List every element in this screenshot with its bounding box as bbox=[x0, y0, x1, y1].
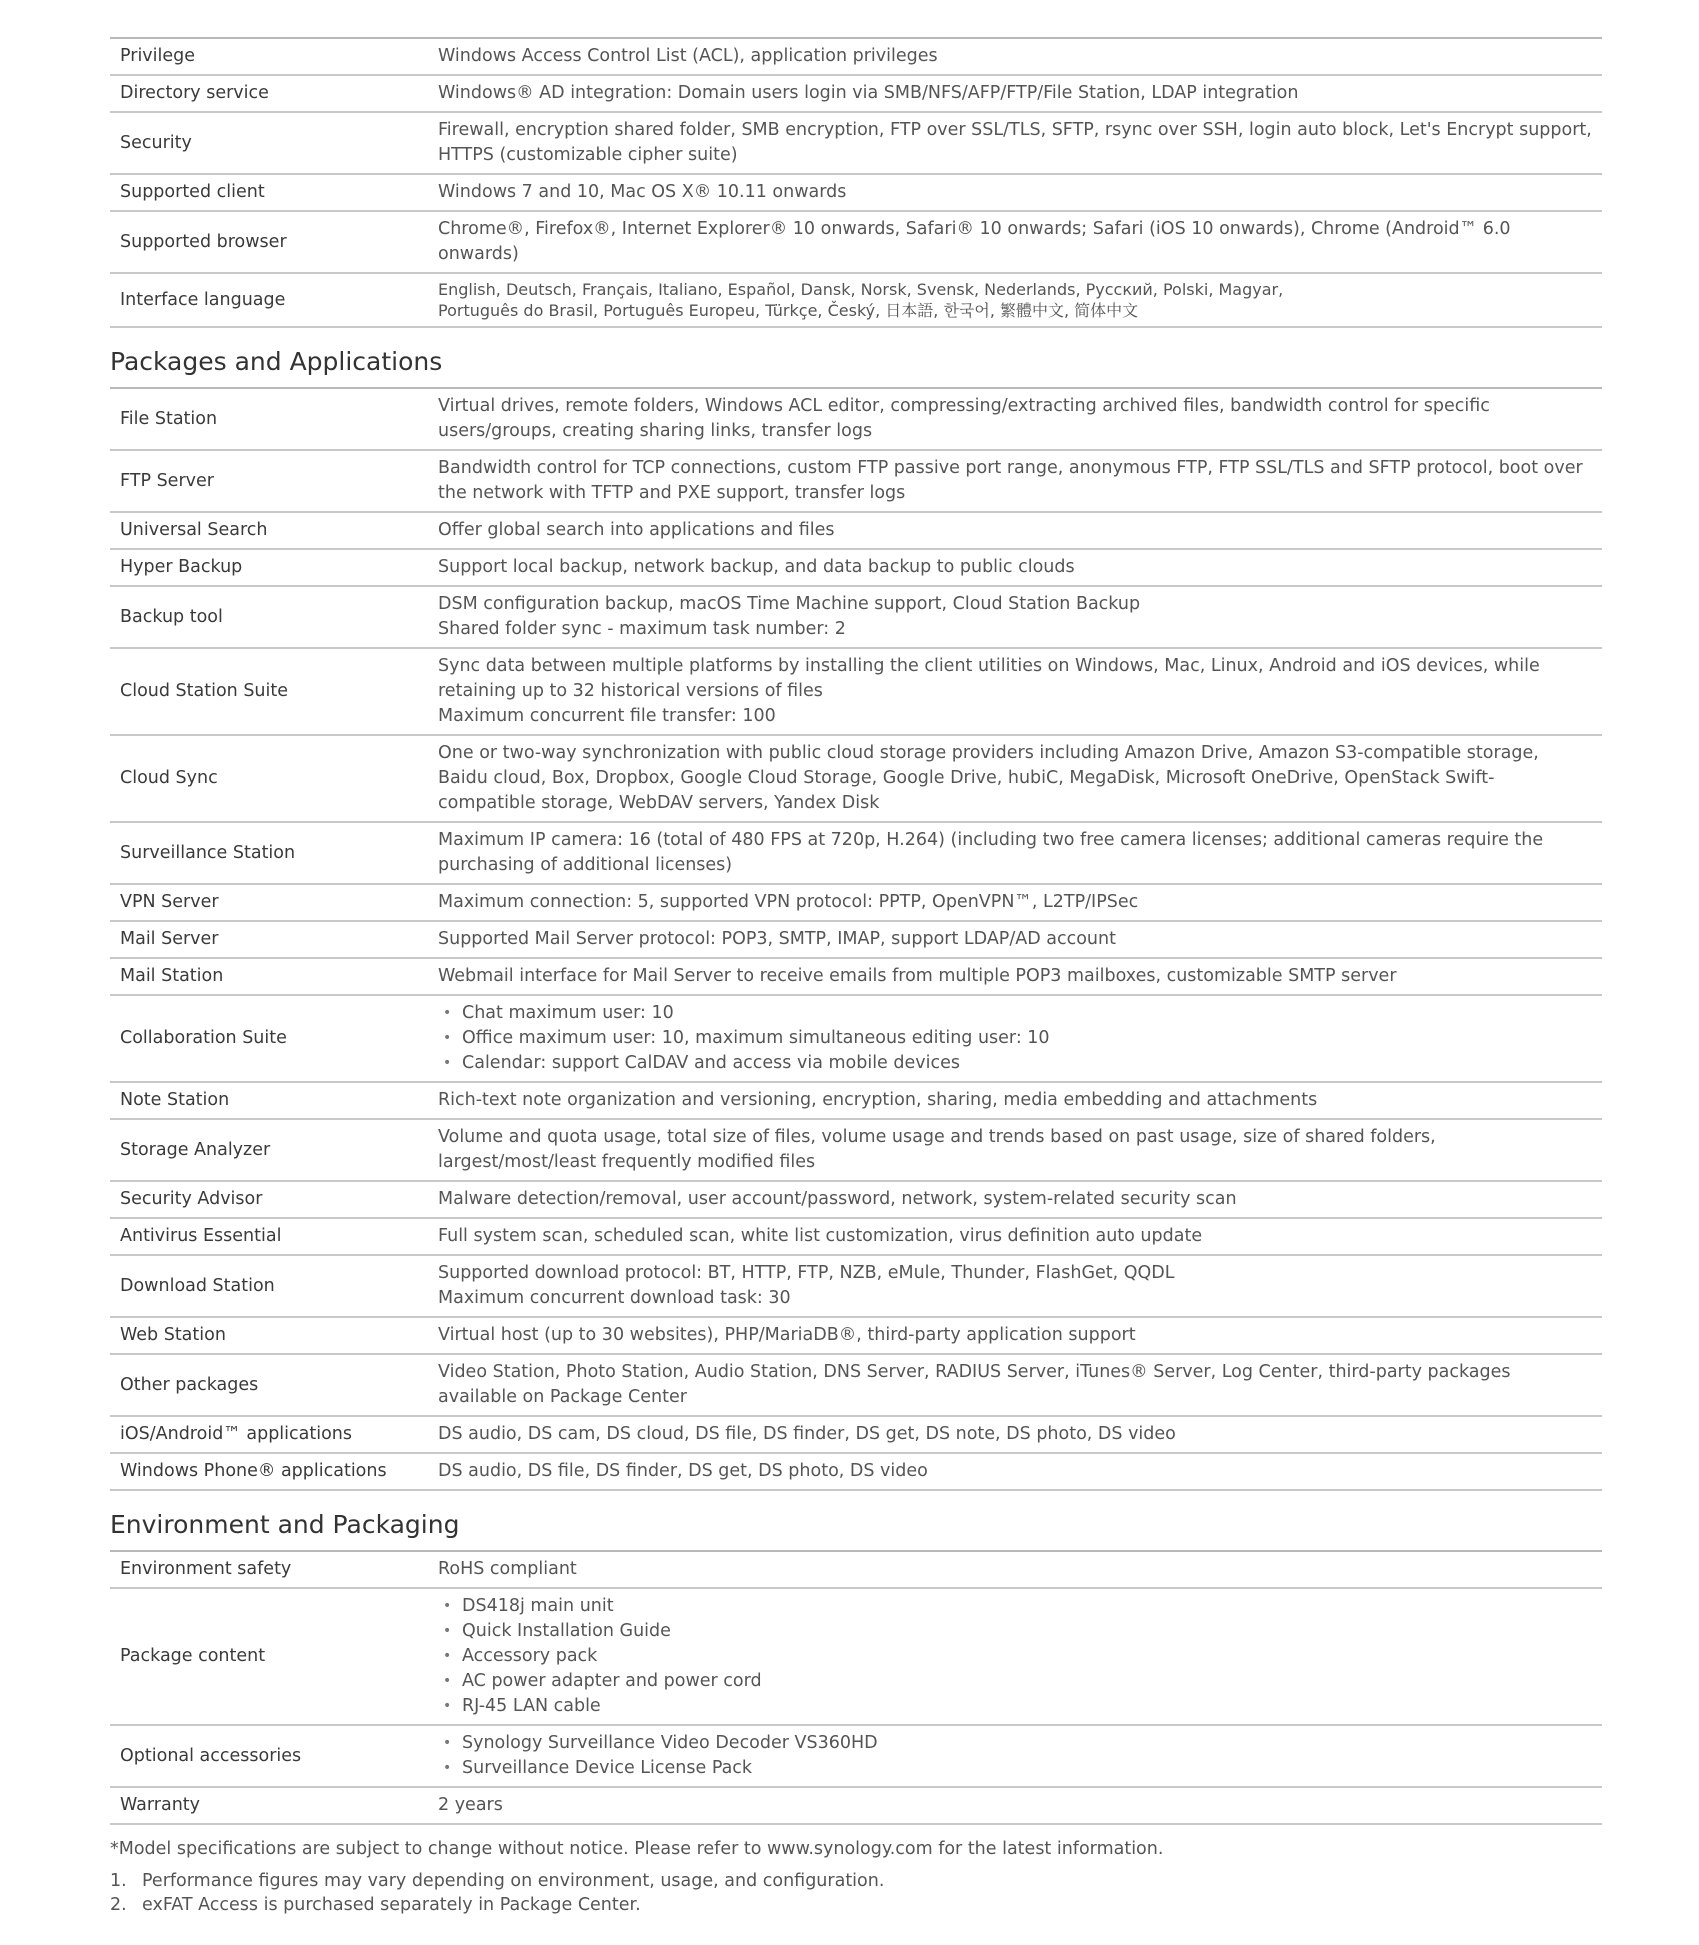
spec-value-line: Maximum concurrent download task: 30 bbox=[438, 1288, 791, 1308]
footnote-list bbox=[110, 1869, 1602, 1917]
bullet-item: • Surveillance Device License Pack bbox=[438, 1756, 1592, 1781]
spec-label: Windows Phone® applications bbox=[120, 1461, 387, 1481]
bullet-item: • Chat maximum user: 10 bbox=[438, 1001, 1592, 1026]
bullet-item: • DS418j main unit bbox=[438, 1594, 1592, 1619]
spec-value-line: Shared folder sync - maximum task number: 2 bbox=[438, 619, 846, 639]
spec-value: 2 years bbox=[438, 1795, 503, 1815]
spec-value: Bandwidth control for TCP connections, custom FTP passive port range, anonymous FTP, FTP SSL/TLS and SFTP protocol, boot over the network with TFTP and PXE support, transfer logs bbox=[438, 458, 1583, 503]
spec-sheet bbox=[110, 37, 1602, 1917]
spec-row bbox=[110, 1552, 1602, 1588]
footnote-text: exFAT Access is purchased separately in Package Center. bbox=[142, 1895, 641, 1915]
spec-label: VPN Server bbox=[120, 892, 219, 912]
spec-label: Privilege bbox=[120, 46, 196, 66]
footnote-item bbox=[110, 1893, 1602, 1917]
spec-value bbox=[426, 648, 1602, 735]
spec-row bbox=[110, 648, 1602, 735]
spec-label: Directory service bbox=[120, 83, 269, 103]
footnote-number: 1. bbox=[110, 1871, 127, 1891]
spec-value: Support local backup, network backup, and data backup to public clouds bbox=[438, 557, 1075, 577]
spec-value bbox=[426, 1588, 1602, 1725]
spec-row bbox=[110, 512, 1602, 549]
spec-row bbox=[110, 1082, 1602, 1119]
spec-value bbox=[426, 995, 1602, 1082]
bullet-item: • AC power adapter and power cord bbox=[438, 1669, 1592, 1694]
spec-label: Security bbox=[120, 132, 192, 153]
spec-row bbox=[110, 958, 1602, 995]
spec-row bbox=[110, 1119, 1602, 1181]
spec-label: Optional accessories bbox=[120, 1745, 302, 1766]
spec-label: Cloud Station Suite bbox=[120, 681, 289, 701]
top-spec-table bbox=[110, 37, 1602, 328]
spec-label: Antivirus Essential bbox=[120, 1226, 282, 1246]
spec-value: Windows® AD integration: Domain users login via SMB/NFS/AFP/FTP/File Station, LDAP integration bbox=[438, 83, 1299, 103]
spec-value-line: Maximum concurrent file transfer: 100 bbox=[438, 706, 776, 726]
spec-label: Hyper Backup bbox=[120, 557, 243, 577]
spec-row bbox=[110, 921, 1602, 958]
spec-value: Video Station, Photo Station, Audio Station, DNS Server, RADIUS Server, iTunes® Server, Log Center, third-party packages available on Package Center bbox=[438, 1362, 1511, 1407]
spec-value bbox=[426, 1725, 1602, 1787]
spec-value: Virtual host (up to 30 websites), PHP/MariaDB®, third-party application support bbox=[438, 1325, 1136, 1345]
spec-row bbox=[110, 112, 1602, 174]
environment-table bbox=[110, 1552, 1602, 1825]
spec-value: Windows 7 and 10, Mac OS X® 10.11 onwards bbox=[438, 182, 847, 202]
spec-value: Maximum IP camera: 16 (total of 480 FPS at 720p, H.264) (including two free camera licenses; additional cameras require the purchasing of additional licenses) bbox=[438, 830, 1544, 875]
spec-value: One or two-way synchronization with public cloud storage providers including Amazon Drive, Amazon S3-compatible storage, Baidu cloud, Box, Dropbox, Google Cloud Storage, Google Drive, hubiC, MegaDisk, Microsoft OneDrive, OpenStack Swift-compatible storage, WebDAV servers, Yandex Disk bbox=[438, 743, 1539, 813]
spec-label: Package content bbox=[120, 1646, 266, 1666]
spec-value bbox=[426, 586, 1602, 648]
spec-label: Supported browser bbox=[120, 231, 287, 252]
spec-row bbox=[110, 75, 1602, 112]
packages-body bbox=[110, 389, 1602, 1490]
spec-row bbox=[110, 735, 1602, 822]
spec-label: Environment safety bbox=[120, 1559, 292, 1579]
spec-value: RoHS compliant bbox=[438, 1559, 577, 1579]
spec-row bbox=[110, 1255, 1602, 1317]
bullet-item: • Office maximum user: 10, maximum simultaneous editing user: 10 bbox=[438, 1026, 1592, 1051]
spec-label: Other packages bbox=[120, 1374, 259, 1395]
spec-label: iOS/Android™ applications bbox=[120, 1424, 353, 1444]
spec-row bbox=[110, 822, 1602, 884]
footnote-item bbox=[110, 1869, 1602, 1893]
spec-label: Surveillance Station bbox=[120, 842, 296, 863]
spec-value-line: English, Deutsch, Français, Italiano, Español, Dansk, Norsk, Svensk, Nederlands, Русский, Polski, Magyar, bbox=[438, 280, 1284, 299]
spec-value-line: Português do Brasil, Português Europeu, Türkçe, Český, 日本語, 한국어, 繁體中文, 简体中文 bbox=[438, 301, 1139, 320]
spec-row bbox=[110, 211, 1602, 273]
spec-value: Offer global search into applications and files bbox=[438, 520, 835, 540]
spec-label: Note Station bbox=[120, 1090, 230, 1110]
spec-row bbox=[110, 38, 1602, 75]
spec-label: Universal Search bbox=[120, 520, 268, 540]
spec-value: Volume and quota usage, total size of files, volume usage and trends based on past usage, size of shared folders, largest/most/least frequently modified files bbox=[438, 1127, 1436, 1172]
spec-value: Virtual drives, remote folders, Windows ACL editor, compressing/extracting archived files, bandwidth control for specific users/groups, creating sharing links, transfer logs bbox=[438, 396, 1490, 441]
bullet-list bbox=[438, 1731, 1592, 1781]
bullet-list bbox=[438, 1594, 1592, 1719]
spec-value: Full system scan, scheduled scan, white list customization, virus definition auto update bbox=[438, 1226, 1203, 1246]
spec-label: File Station bbox=[120, 408, 218, 429]
spec-label: Cloud Sync bbox=[120, 768, 218, 788]
bullet-item: • Accessory pack bbox=[438, 1644, 1592, 1669]
spec-row bbox=[110, 273, 1602, 327]
spec-row bbox=[110, 1725, 1602, 1787]
spec-row bbox=[110, 389, 1602, 450]
spec-row bbox=[110, 450, 1602, 512]
packages-table bbox=[110, 389, 1602, 1491]
section-title-environment: Environment and Packaging bbox=[110, 1505, 1602, 1552]
spec-value-line: DSM configuration backup, macOS Time Machine support, Cloud Station Backup bbox=[438, 594, 1141, 614]
disclaimer: *Model specifications are subject to change without notice. Please refer to www.synology.com for the latest information. bbox=[110, 1839, 1164, 1859]
spec-row bbox=[110, 1787, 1602, 1824]
spec-row bbox=[110, 174, 1602, 211]
spec-value: Malware detection/removal, user account/password, network, system-related security scan bbox=[438, 1189, 1237, 1209]
spec-value: DS audio, DS cam, DS cloud, DS file, DS finder, DS get, DS note, DS photo, DS video bbox=[438, 1424, 1176, 1444]
spec-value: DS audio, DS file, DS finder, DS get, DS photo, DS video bbox=[438, 1461, 928, 1481]
spec-value: Chrome®, Firefox®, Internet Explorer® 10 onwards, Safari® 10 onwards; Safari (iOS 10 onwards), Chrome (Android™ 6.0 onwards) bbox=[438, 219, 1511, 264]
spec-row bbox=[110, 1181, 1602, 1218]
spec-label: Security Advisor bbox=[120, 1189, 263, 1209]
environment-body bbox=[110, 1552, 1602, 1824]
spec-label: Backup tool bbox=[120, 606, 223, 627]
footnote-number: 2. bbox=[110, 1895, 127, 1915]
spec-row bbox=[110, 1453, 1602, 1490]
spec-label: FTP Server bbox=[120, 470, 214, 491]
section-title-packages: Packages and Applications bbox=[110, 342, 1602, 389]
spec-label: Web Station bbox=[120, 1325, 226, 1345]
spec-value-line: Supported download protocol: BT, HTTP, FTP, NZB, eMule, Thunder, FlashGet, QQDL bbox=[438, 1263, 1175, 1283]
spec-label: Download Station bbox=[120, 1275, 275, 1296]
spec-row bbox=[110, 1588, 1602, 1725]
spec-row bbox=[110, 884, 1602, 921]
bullet-item: • Quick Installation Guide bbox=[438, 1619, 1592, 1644]
spec-label: Storage Analyzer bbox=[120, 1139, 271, 1160]
spec-row bbox=[110, 995, 1602, 1082]
bullet-list bbox=[438, 1001, 1592, 1076]
spec-value: Rich-text note organization and versioning, encryption, sharing, media embedding and attachments bbox=[438, 1090, 1318, 1110]
footnotes bbox=[110, 1837, 1602, 1917]
spec-value: Firewall, encryption shared folder, SMB encryption, FTP over SSL/TLS, SFTP, rsync over SSH, login auto block, Let's Encrypt support, HTTPS (customizable cipher suite) bbox=[438, 120, 1592, 165]
spec-row bbox=[110, 1218, 1602, 1255]
spec-row bbox=[110, 1354, 1602, 1416]
spec-row bbox=[110, 549, 1602, 586]
spec-label: Mail Server bbox=[120, 929, 219, 949]
spec-label: Mail Station bbox=[120, 966, 224, 986]
spec-value: Maximum connection: 5, supported VPN protocol: PPTP, OpenVPN™, L2TP/IPSec bbox=[438, 892, 1139, 912]
spec-label: Collaboration Suite bbox=[120, 1028, 287, 1048]
spec-value: Supported Mail Server protocol: POP3, SMTP, IMAP, support LDAP/AD account bbox=[438, 929, 1116, 949]
footnote-text: Performance figures may vary depending on environment, usage, and configuration. bbox=[142, 1871, 885, 1891]
spec-row bbox=[110, 1416, 1602, 1453]
spec-label: Warranty bbox=[120, 1795, 201, 1815]
spec-value-line: Sync data between multiple platforms by installing the client utilities on Windows, Mac, Linux, Android and iOS devices, while retaining up to 32 historical versions of files bbox=[438, 656, 1540, 701]
spec-label: Supported client bbox=[120, 182, 265, 202]
bullet-item: • Synology Surveillance Video Decoder VS360HD bbox=[438, 1731, 1592, 1756]
spec-value: Windows Access Control List (ACL), application privileges bbox=[438, 46, 938, 66]
spec-value: Webmail interface for Mail Server to receive emails from multiple POP3 mailboxes, customizable SMTP server bbox=[438, 966, 1397, 986]
bullet-item: • RJ-45 LAN cable bbox=[438, 1694, 1592, 1719]
spec-row bbox=[110, 1317, 1602, 1354]
spec-row bbox=[110, 586, 1602, 648]
bullet-item: • Calendar: support CalDAV and access via mobile devices bbox=[438, 1051, 1592, 1076]
spec-label: Interface language bbox=[120, 289, 286, 310]
spec-value bbox=[426, 1255, 1602, 1317]
top-spec-body bbox=[110, 38, 1602, 327]
spec-value bbox=[426, 273, 1602, 327]
